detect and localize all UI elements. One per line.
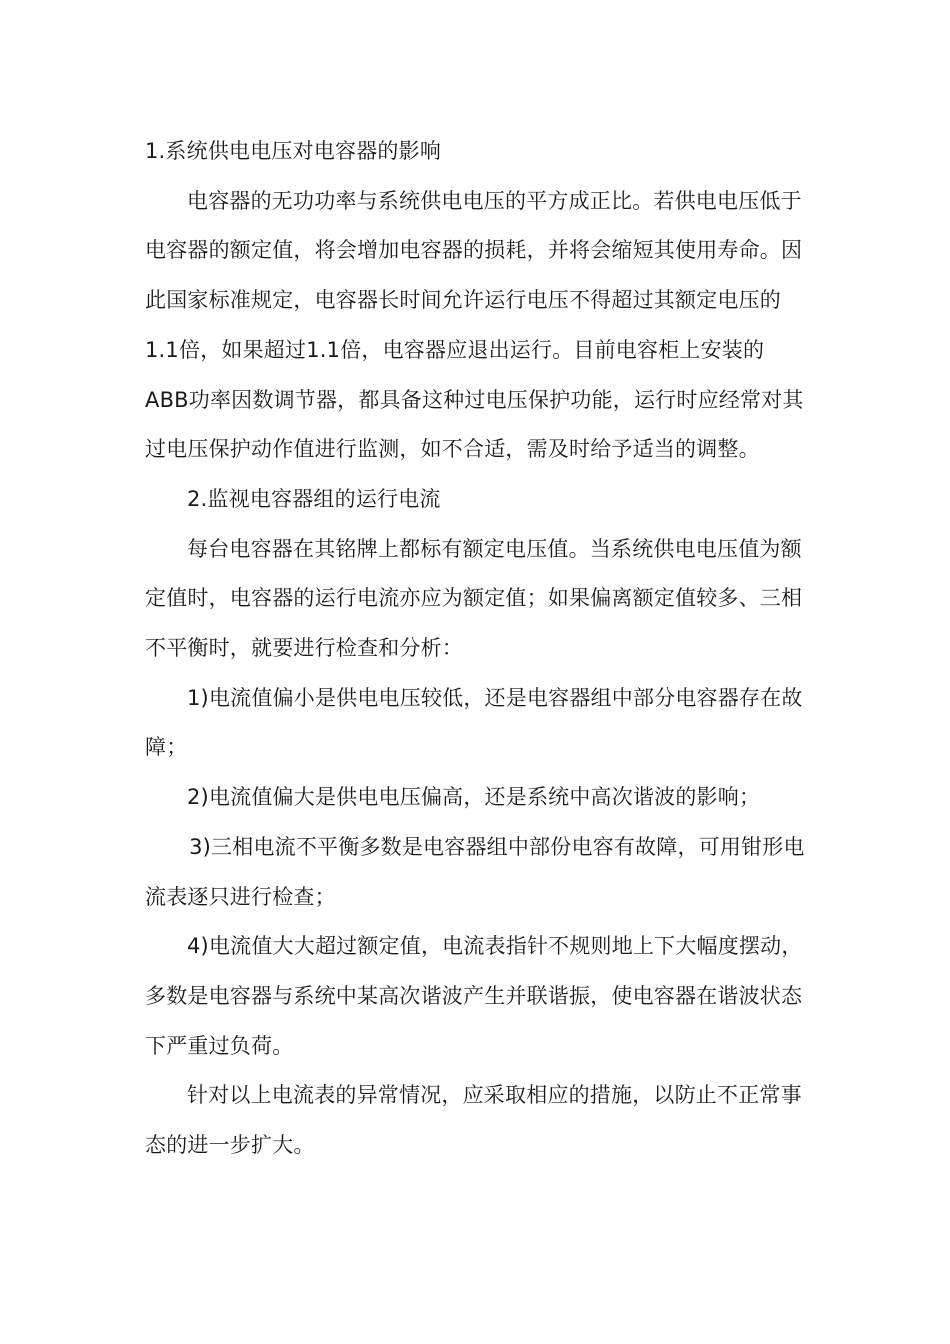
section-2-intro: 每台电容器在其铭牌上都标有额定电压值。当系统供电电压值为额定值时，电容器的运行电流亦应为额定值；如果偏离额定值较多、三相不平衡时，就要进行检查和分析： xyxy=(145,536,803,661)
list-item-1: 1)电流值偏小是供电电压较低，还是电容器组中部分电容器存在故障； xyxy=(145,685,803,760)
section-1-heading: 1.系统供电电压对电容器的影响 xyxy=(145,139,442,163)
document-body xyxy=(145,127,807,1171)
section-2-conclusion: 针对以上电流表的异常情况，应采取相应的措施，以防止不正常事态的进一步扩大。 xyxy=(145,1083,802,1158)
list-item-4: 4)电流值大大超过额定值，电流表指针不规则地上下大幅度摆动，多数是电容器与系统中某高次谐波产生并联谐振，使电容器在谐波状态下严重过负荷。 xyxy=(145,934,803,1058)
list-item-3: 3)三相电流不平衡多数是电容器组中部份电容有故障，可用钳形电流表逐只进行检查； xyxy=(145,834,805,909)
list-item-2: 2)电流值偏大是供电电压偏高，还是系统中高次谐波的影响； xyxy=(187,785,761,810)
section-1-paragraph: 电容器的无功功率与系统供电电压的平方成正比。若供电电压低于电容器的额定值，将会增加电容器的损耗，并将会缩短其使用寿命。因此国家标准规定，电容器长时间允许运行电压不得超过其额定电压的1.1倍，如果超过1.1倍，电容器应退出运行。目前电容柜上安装的ABB功率因数调节器，都具备这种过电压保护功能，运行时应经常对其过电压保护动作值进行监测，如不合适，需及时给予适当的调整。 xyxy=(145,188,804,462)
section-2-heading: 2.监视电容器组的运行电流 xyxy=(187,486,441,511)
